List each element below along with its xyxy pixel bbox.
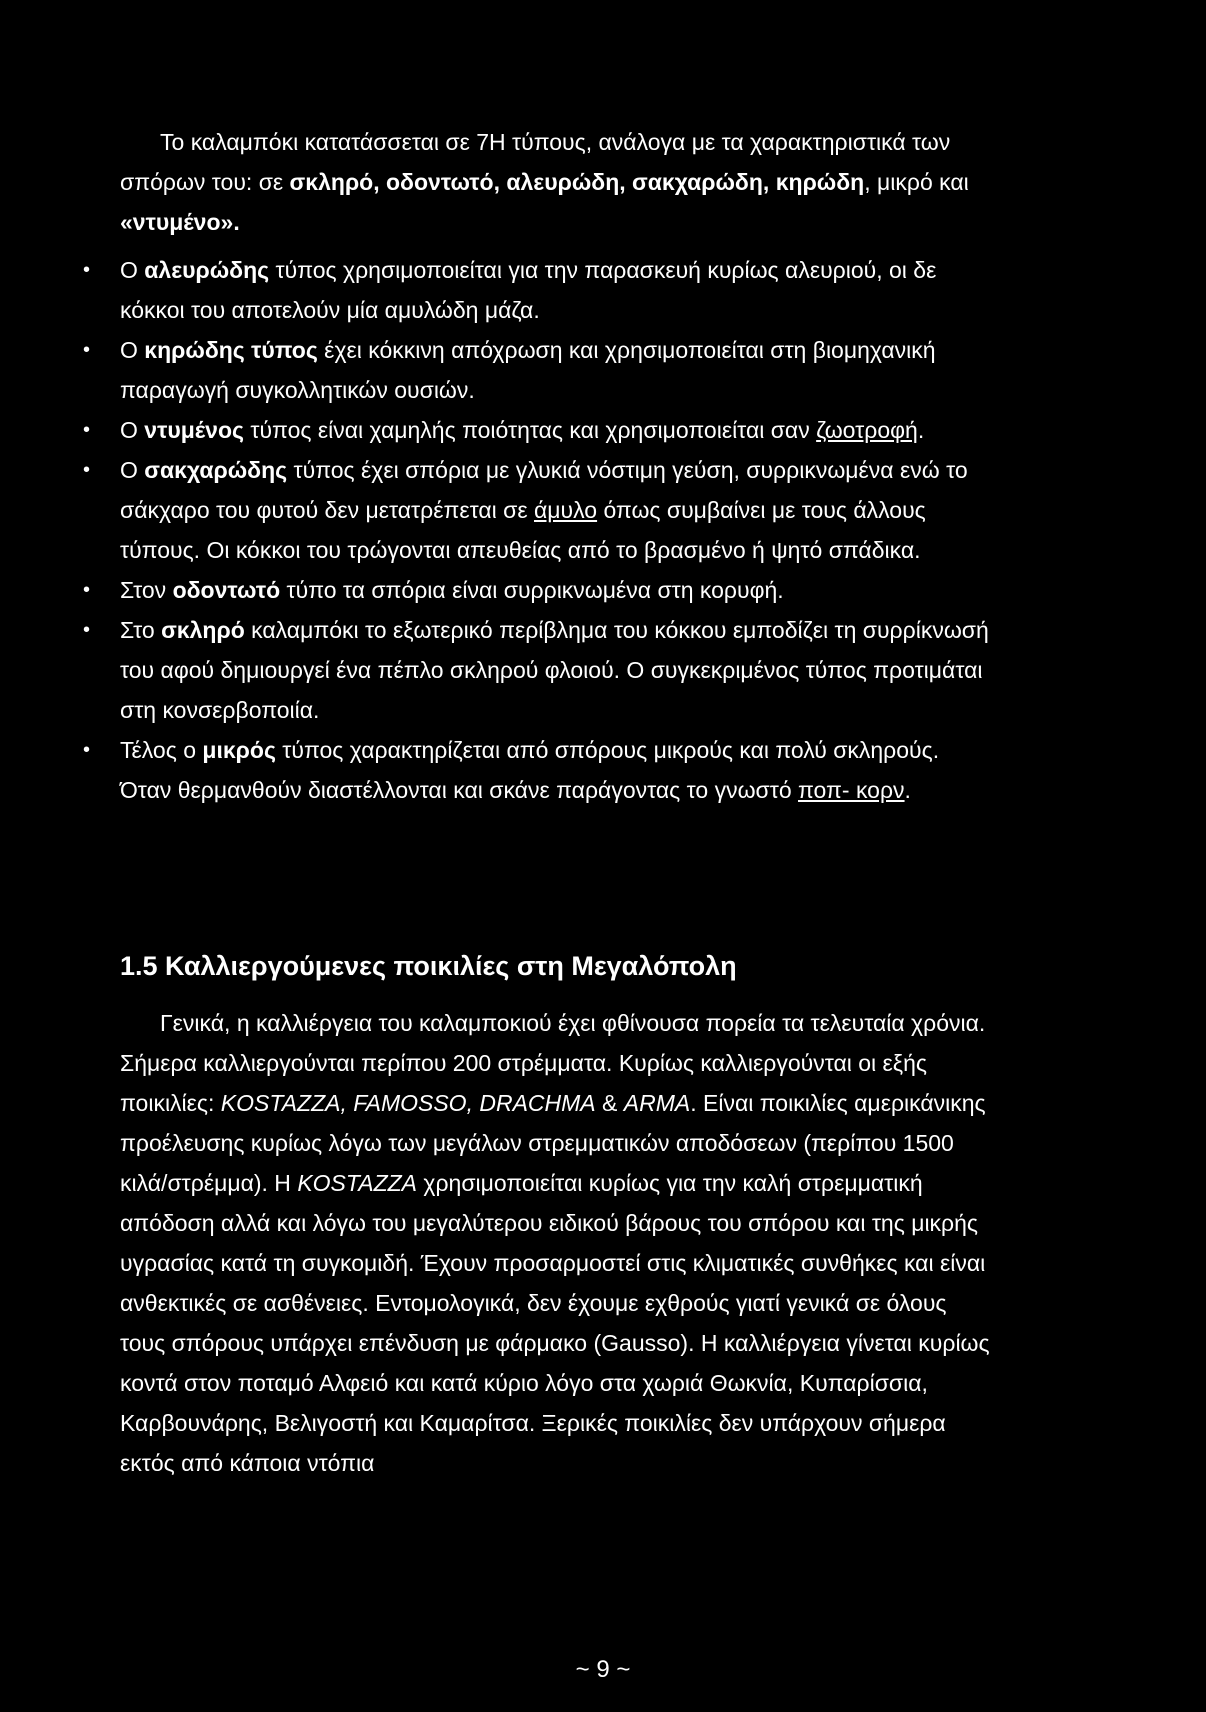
paragraph-text: χρησιμοποιείται κυρίως για την καλή στρεμματική απόδοση αλλά και λόγω του μεγαλύτερου ειδικού βάρους του σπόρου και της μικρής υγρασίας κατά τη συγκομιδή. Έχουν προσαρμοστεί στις κλιματικές συνθήκες και είναι ανθεκτικές σε ασθένειες. Εντομολογικά, δεν έχουμε εχθρούς γιατί γενικά σε όλους τους σπόρους υπάρχει επένδυση με φάρμακο (Gausso). Η καλλιέργεια γίνεται κυρίως κοντά στον ποταμό Αλφειό και κατά κύριο λόγο στα χωριά Θωκνία, Κυπαρίσσια, Καρβουνάρης, Βελιγοστή και Καμαρίτσα. Ξερικές ποικιλίες δεν υπάρχουν σήμερα εκτός από κάποια ντόπια [120,1170,990,1476]
bullet-text: Ο [120,457,145,483]
corn-types-list [120,250,990,810]
bullet-text: Στο [120,617,162,643]
paragraph-text: & [595,1090,624,1116]
bullet-text: Ο [120,337,145,363]
paragraph-text: . Είναι ποικιλίες αμερικάνικης προέλευσης κυρίως λόγω των μεγάλων στρεμματικών αποδόσεων (περίπου 1500 κιλά/στρέμμα). Η [120,1090,986,1196]
starch-link[interactable]: άμυλο [534,497,598,523]
bullet-text: όπως συμβαίνει με τους άλλους τύπους. Οι κόκκοι του τρώγονται απευθείας από το βρασμένο ή ψητό σπάδικα. [120,497,926,563]
section-paragraph [120,1003,990,1483]
list-item [120,610,990,730]
bullet-term: σακχαρώδης [144,457,288,483]
bullet-text: τύπο τα σπόρια είναι συρρικνωμένα στη κορυφή. [280,577,784,603]
bullet-text: τύπος χρησιμοποιείται για την παρασκευή κυρίως αλευριού, οι δε κόκκοι του αποτελούν μία αμυλώδη μάζα. [120,257,937,323]
bullet-text: Ο [120,257,145,283]
fodder-link[interactable]: ζωοτροφή [816,417,918,443]
popcorn-link[interactable]: ποπ- κορν [798,777,905,803]
paragraph-text: Γενικά, η καλλιέργεια του καλαμποκιού έχει φθίνουσα πορεία τα τελευταία χρόνια. Σήμερα καλλιεργούνται περίπου 200 στρέμματα. Κυρίως καλλιεργούνται οι εξής ποικιλίες: [120,1010,986,1116]
intro-text: Το καλαμπόκι κατατάσσεται σε 7Η τύπους, ανάλογα με τα χαρακτηριστικά των σπόρων του: σε [120,129,951,195]
variety-name-arma: ARMA [623,1090,691,1116]
list-item [120,730,990,810]
bullet-text: Στον [120,577,173,603]
bullet-term: αλευρώδης [144,257,270,283]
bullet-term: κηρώδης τύπος [144,337,318,363]
bullet-text: Ο [120,417,145,443]
page-number: ~ 9 ~ [575,1656,631,1683]
bullet-term: σκληρό [161,617,245,643]
section-heading: 1.5 Καλλιεργούμενες ποικιλίες στη Μεγαλόπολη [120,951,737,981]
bullet-term: μικρός [202,737,276,763]
bullet-text: . [904,777,911,803]
bullet-term: ντυμένος [144,417,244,443]
variety-name-kostazza: KOSTAZZA [297,1170,418,1196]
bullet-text: . [917,417,925,443]
variety-names: KOSTAZZA, FAMOSSO, DRACHMA [220,1090,596,1116]
bullet-text: τύπος χαρακτηρίζεται από σπόρους μικρούς και πολύ σκληρούς. Όταν θερμανθούν διαστέλλονται και σκάνε παράγοντας το γνωστό [120,737,940,803]
bullet-text: τύπος έχει σπόρια με γλυκιά νόστιμη γεύση, συρρικνωμένα ενώ το σάκχαρο του φυτού δεν μετατρέπεται σε [120,457,968,523]
bullet-text: καλαμπόκι το εξωτερικό περίβλημα του κόκκου εμποδίζει τη συρρίκνωσή του αφού δημιουργεί ένα πέπλο σκληρού φλοιού. Ο συγκεκριμένος τύπος προτιμάται στη κονσερβοποιία. [120,617,989,723]
list-item [120,570,990,610]
bullet-text: Τέλος ο [120,737,203,763]
bullet-term: οδοντωτό [172,577,281,603]
list-item [120,410,990,450]
intro-paragraph [120,122,990,242]
list-item [120,330,990,410]
bullet-text: τύπος είναι χαμηλής ποιότητας και χρησιμοποιείται σαν [243,417,817,443]
list-item [120,250,990,330]
intro-twisted: «ντυμένο». [120,209,240,235]
intro-types: σκληρό, οδοντωτό, αλευρώδη, σακχαρώδη, κηρώδη [289,169,865,195]
intro-text-2: , μικρό και [864,169,969,195]
list-item [120,450,990,570]
bullet-text: έχει κόκκινη απόχρωση και χρησιμοποιείται στη βιομηχανική παραγωγή συγκολλητικών ουσιών. [120,337,936,403]
